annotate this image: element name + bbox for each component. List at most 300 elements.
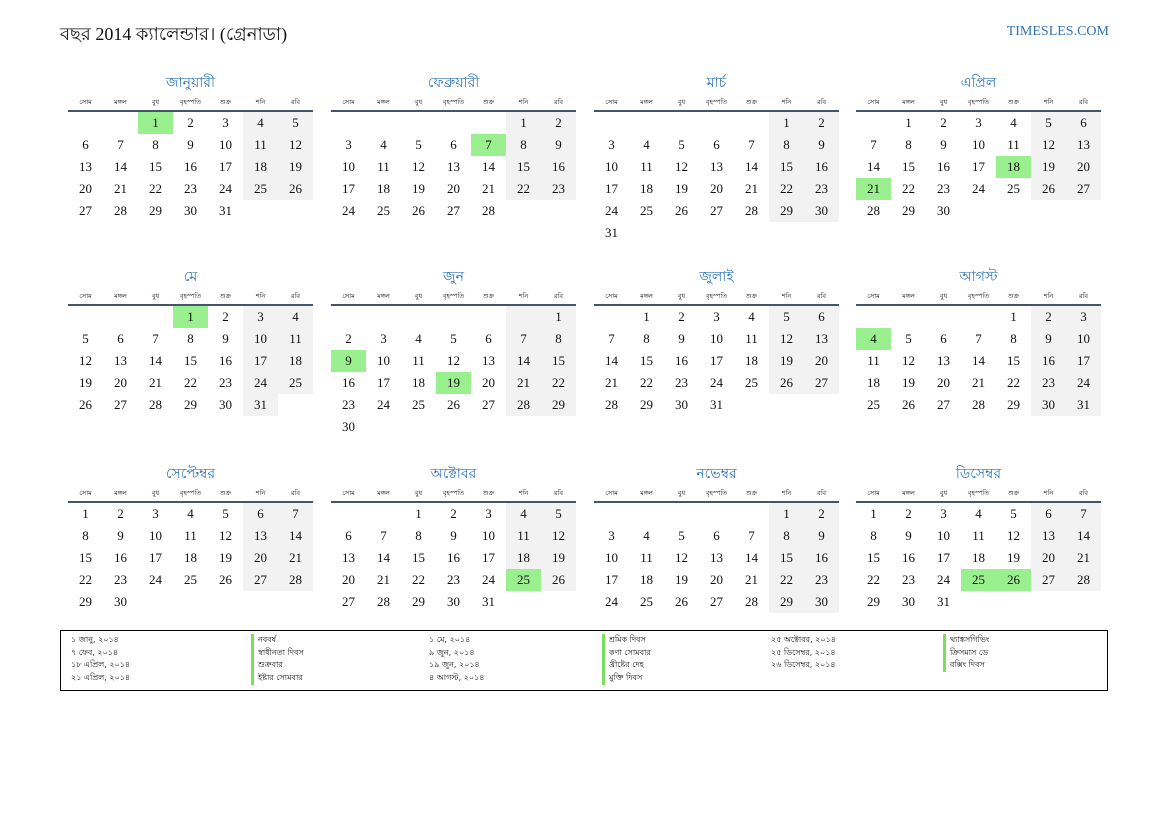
day-cell: 8 [82,528,89,543]
day-cell: 8 [541,328,576,350]
day-cell: 12 [675,550,688,565]
month-block [331,266,576,438]
day-cell: 13 [114,353,127,368]
day-cell: 25 [745,375,758,390]
day-cell: 20 [114,375,127,390]
day-cell: 27 [114,397,127,412]
weekday-label: বৃহস্পতি [442,292,465,300]
day-cell: 14 [745,550,758,565]
empty-cell [1066,200,1101,222]
day-cell: 3 [608,137,615,152]
day-cell: 29 [1007,397,1020,412]
day-cell: 9 [940,137,947,152]
day-cell: 7 [975,331,982,346]
month-block [856,266,1101,416]
day-cell: 11 [243,134,278,156]
day-cell: 27 [710,594,723,609]
day-cell: 6 [804,306,839,328]
weekday-header [331,290,576,306]
weekday-label: রবি [553,98,564,106]
day-cell: 31 [243,394,278,416]
day-cell: 10 [605,159,618,174]
day-cell: 13 [1066,134,1101,156]
day-cell: 14 [745,159,758,174]
legend-date: ১ জানু, ২০১৪ [71,635,119,644]
day-cell: 9 [804,134,839,156]
empty-cell [541,416,576,438]
day-cell: 17 [219,159,232,174]
day-cell: 1 [1010,309,1017,324]
weekday-label: বুধ [677,98,686,106]
weekday-header [594,96,839,112]
day-cell: 27 [342,594,355,609]
weekday-label: বুধ [151,98,160,106]
day-cell: 13 [937,353,950,368]
day-cell: 16 [114,550,127,565]
day-cell: 24 [710,375,723,390]
weekday-label: বৃহস্পতি [967,489,990,497]
day-cell: 6 [713,137,720,152]
legend-holiday-name: খ্রীষ্টের দেহ [602,659,651,672]
weekday-label: শনি [781,292,792,300]
empty-cell [961,200,996,222]
day-cell: 28 [867,203,880,218]
day-cell: 16 [1031,350,1066,372]
legend-date: ১৯ জুন, ২০১৪ [429,660,480,670]
empty-cell [594,503,629,525]
day-grid [594,503,839,613]
empty-cell [804,394,839,416]
day-cell: 28 [745,594,758,609]
day-cell: 24 [972,181,985,196]
day-cell: 2 [541,112,576,134]
day-cell: 29 [149,203,162,218]
day-cell: 10 [377,353,390,368]
weekday-header [856,487,1101,503]
day-cell: 28 [114,203,127,218]
empty-cell [664,503,699,525]
weekday-label: রবি [290,489,301,497]
day-cell: 14 [377,550,390,565]
weekday-label: মঙ্গল [640,489,653,497]
day-cell: 11 [377,159,390,174]
day-cell: 29 [867,594,880,609]
month-block [331,72,576,222]
day-cell: 27 [79,203,92,218]
day-cell: 17 [710,353,723,368]
day-cell: 1 [769,503,804,525]
day-cell: 30 [114,594,127,609]
weekday-header [68,487,313,503]
day-cell: 21 [972,375,985,390]
day-cell: 13 [447,159,460,174]
day-cell: 23 [219,375,232,390]
empty-cell [68,112,103,134]
empty-cell [366,112,401,134]
day-cell: 18 [412,375,425,390]
weekday-label: শনি [255,292,266,300]
day-cell: 14 [482,159,495,174]
empty-cell [243,591,278,613]
day-cell: 29 [184,397,197,412]
day-cell: 1 [643,309,650,324]
day-cell: 24 [149,572,162,587]
day-cell: 15 [184,353,197,368]
empty-cell [664,222,699,244]
day-cell: 22 [769,569,804,591]
month-name: জুলাই [699,269,734,285]
weekday-label: শুক্র [745,489,758,497]
day-cell: 8 [870,528,877,543]
empty-cell [173,591,208,613]
day-cell: 21 [278,547,313,569]
weekday-label: শনি [518,292,529,300]
weekday-header [68,96,313,112]
day-cell: 19 [902,375,915,390]
day-cell: 21 [377,572,390,587]
day-cell: 2 [345,331,352,346]
legend-holiday-name: মুক্তি দিবস [602,672,651,685]
day-cell: 31 [710,397,723,412]
day-grid [331,306,576,438]
day-cell: 19 [541,547,576,569]
day-cell: 29 [769,591,804,613]
day-cell: 27 [1031,569,1066,591]
weekday-label: বুধ [939,489,948,497]
empty-cell [541,200,576,222]
day-cell: 30 [675,397,688,412]
day-cell: 11 [972,528,985,543]
day-cell: 28 [482,203,495,218]
empty-cell [1066,591,1101,613]
day-cell: 30 [804,591,839,613]
day-cell: 20 [710,181,723,196]
site-link[interactable]: TIMESLES.COM [1006,24,1109,39]
weekday-label: রবি [816,489,827,497]
day-cell: 2 [804,112,839,134]
day-cell: 18 [745,353,758,368]
legend-date: ২৫ ডিসেম্বর, ২০১৪ [771,647,836,657]
day-cell: 2 [450,506,457,521]
day-cell: 24 [937,572,950,587]
day-cell: 3 [345,137,352,152]
day-cell: 11 [867,353,880,368]
day-cell: 1 [415,506,422,521]
empty-cell [506,591,541,613]
day-cell: 24 [342,203,355,218]
day-cell: 9 [450,528,457,543]
day-cell: 28 [377,594,390,609]
empty-cell [996,200,1031,222]
day-grid [68,112,313,222]
day-cell: 22 [184,375,197,390]
month-name: আগস্ট [959,269,998,285]
day-cell: 18 [184,550,197,565]
holiday-day: 1 [173,306,208,328]
day-cell: 6 [117,331,124,346]
month-block [331,463,576,613]
weekday-label: রবি [553,292,564,300]
day-cell: 15 [769,156,804,178]
holiday-legend [60,630,1108,691]
day-cell: 10 [243,328,278,350]
day-cell: 22 [412,572,425,587]
empty-cell [1031,200,1066,222]
weekday-label: শুক্র [482,292,495,300]
day-cell: 26 [278,178,313,200]
day-cell: 9 [222,331,229,346]
day-cell: 10 [482,528,495,543]
weekday-header [594,290,839,306]
day-cell: 10 [342,159,355,174]
day-cell: 23 [804,178,839,200]
weekday-label: মঙ্গল [114,292,127,300]
day-cell: 23 [804,569,839,591]
day-grid [856,112,1101,222]
day-cell: 6 [345,528,352,543]
day-cell: 4 [506,503,541,525]
weekday-label: মঙ্গল [640,292,653,300]
day-cell: 15 [412,550,425,565]
day-cell: 10 [1066,328,1101,350]
day-cell: 27 [447,203,460,218]
empty-cell [961,591,996,613]
day-cell: 7 [506,328,541,350]
day-cell: 10 [710,331,723,346]
day-cell: 16 [937,159,950,174]
day-cell: 1 [541,306,576,328]
month-block [594,266,839,416]
weekday-label: বৃহস্পতি [179,98,202,106]
day-cell: 4 [187,506,194,521]
empty-cell [1031,591,1066,613]
day-cell: 20 [243,547,278,569]
day-cell: 26 [675,594,688,609]
day-cell: 28 [506,394,541,416]
day-cell: 17 [149,550,162,565]
day-cell: 26 [1031,178,1066,200]
legend-date: ৯ জুন, ২০১৪ [429,647,475,657]
weekday-label: বুধ [677,489,686,497]
empty-cell [541,591,576,613]
day-cell: 8 [769,525,804,547]
day-cell: 19 [278,156,313,178]
empty-cell [471,306,506,328]
month-name: ফেব্রুয়ারী [427,75,480,91]
day-cell: 7 [152,331,159,346]
day-cell: 2 [1031,306,1066,328]
day-cell: 2 [187,115,194,130]
day-cell: 25 [377,203,390,218]
empty-cell [208,591,243,613]
weekday-label: শনি [255,98,266,106]
day-cell: 30 [804,200,839,222]
day-cell: 21 [745,572,758,587]
day-cell: 5 [222,506,229,521]
empty-cell [926,306,961,328]
empty-cell [699,503,734,525]
weekday-label: সোম [605,98,618,106]
day-cell: 11 [745,331,758,346]
weekday-label: রবি [1078,292,1089,300]
empty-cell [734,503,769,525]
weekday-label: মঙ্গল [114,489,127,497]
day-cell: 5 [1031,112,1066,134]
day-cell: 30 [219,397,232,412]
day-cell: 12 [675,159,688,174]
weekday-label: সোম [342,489,355,497]
day-cell: 3 [243,306,278,328]
day-cell: 2 [940,115,947,130]
weekday-header [594,487,839,503]
day-cell: 16 [541,156,576,178]
page-title: বছর 2014 ক্যালেন্ডার। (গ্রেনাডা) [60,24,288,44]
day-cell: 17 [1066,350,1101,372]
empty-cell [471,416,506,438]
month-name: এপ্রিল [960,75,997,91]
day-cell: 15 [640,353,653,368]
day-cell: 3 [713,309,720,324]
day-cell: 22 [1007,375,1020,390]
day-cell: 27 [1066,178,1101,200]
day-cell: 31 [937,594,950,609]
weekday-label: শনি [255,489,266,497]
day-cell: 7 [608,331,615,346]
day-cell: 13 [1031,525,1066,547]
day-cell: 10 [972,137,985,152]
day-cell: 23 [114,572,127,587]
day-cell: 13 [482,353,495,368]
day-cell: 8 [769,134,804,156]
day-cell: 2 [222,309,229,324]
day-grid [68,306,313,416]
day-cell: 17 [482,550,495,565]
holiday-day: 7 [471,134,506,156]
day-cell: 11 [278,328,313,350]
day-cell: 16 [804,547,839,569]
day-cell: 18 [243,156,278,178]
legend-holiday-name: থ্যাঙ্কসগিভিং [943,634,989,647]
weekday-label: শনি [1043,98,1054,106]
day-cell: 30 [447,594,460,609]
day-cell: 22 [541,372,576,394]
day-cell: 20 [447,181,460,196]
day-cell: 14 [1066,525,1101,547]
day-cell: 5 [1010,506,1017,521]
holiday-day: 25 [506,569,541,591]
weekday-label: শনি [1043,292,1054,300]
weekday-label: রবি [553,489,564,497]
month-name: মার্চ [706,75,727,91]
day-cell: 17 [972,159,985,174]
weekday-label: সোম [867,489,880,497]
legend-holiday-name: নববর্ষ [251,634,304,647]
empty-cell [331,306,366,328]
day-cell: 22 [640,375,653,390]
empty-cell [891,306,926,328]
weekday-label: বৃহস্পতি [705,292,728,300]
day-cell: 5 [82,331,89,346]
weekday-label: বৃহস্পতি [705,489,728,497]
weekday-label: সোম [79,489,92,497]
legend-names [251,634,304,685]
day-cell: 9 [187,137,194,152]
empty-cell [664,112,699,134]
day-cell: 28 [1066,569,1101,591]
day-cell: 27 [937,397,950,412]
day-cell: 24 [243,372,278,394]
day-cell: 5 [450,331,457,346]
day-cell: 19 [1031,156,1066,178]
weekday-label: রবি [1078,98,1089,106]
day-cell: 13 [804,328,839,350]
empty-cell [278,591,313,613]
empty-cell [961,306,996,328]
day-cell: 26 [902,397,915,412]
day-cell: 23 [937,181,950,196]
empty-cell [769,222,804,244]
day-cell: 12 [79,353,92,368]
day-cell: 14 [114,159,127,174]
day-cell: 9 [905,528,912,543]
weekday-label: শুক্র [1007,98,1020,106]
day-cell: 21 [149,375,162,390]
weekday-label: বুধ [414,98,423,106]
day-cell: 6 [485,331,492,346]
day-cell: 12 [1031,134,1066,156]
day-cell: 14 [867,159,880,174]
holiday-day: 19 [436,372,471,394]
empty-cell [436,112,471,134]
weekday-label: শুক্র [745,292,758,300]
month-block [68,463,313,613]
day-cell: 2 [117,506,124,521]
day-cell: 29 [79,594,92,609]
day-cell: 28 [972,397,985,412]
day-cell: 24 [605,203,618,218]
weekday-label: শুক্র [1007,489,1020,497]
legend-date: ২৫ অক্টোবর, ২০১৪ [771,635,836,644]
day-cell: 30 [902,594,915,609]
day-cell: 16 [184,159,197,174]
day-cell: 5 [541,503,576,525]
day-cell: 7 [278,503,313,525]
weekday-label: সোম [867,98,880,106]
day-cell: 6 [713,528,720,543]
day-cell: 7 [380,528,387,543]
weekday-label: মঙ্গল [902,98,915,106]
weekday-label: মঙ্গল [377,98,390,106]
day-cell: 20 [1066,156,1101,178]
day-cell: 29 [412,594,425,609]
weekday-label: শনি [781,489,792,497]
day-cell: 26 [675,203,688,218]
weekday-header [331,96,576,112]
day-cell: 4 [278,306,313,328]
day-cell: 23 [184,181,197,196]
day-cell: 11 [184,528,197,543]
weekday-label: সোম [867,292,880,300]
day-cell: 30 [937,203,950,218]
empty-cell [699,222,734,244]
weekday-label: শনি [518,489,529,497]
day-cell: 15 [149,159,162,174]
empty-cell [366,416,401,438]
empty-cell [278,200,313,222]
day-cell: 24 [482,572,495,587]
day-cell: 12 [1007,528,1020,543]
day-cell: 11 [1007,137,1020,152]
